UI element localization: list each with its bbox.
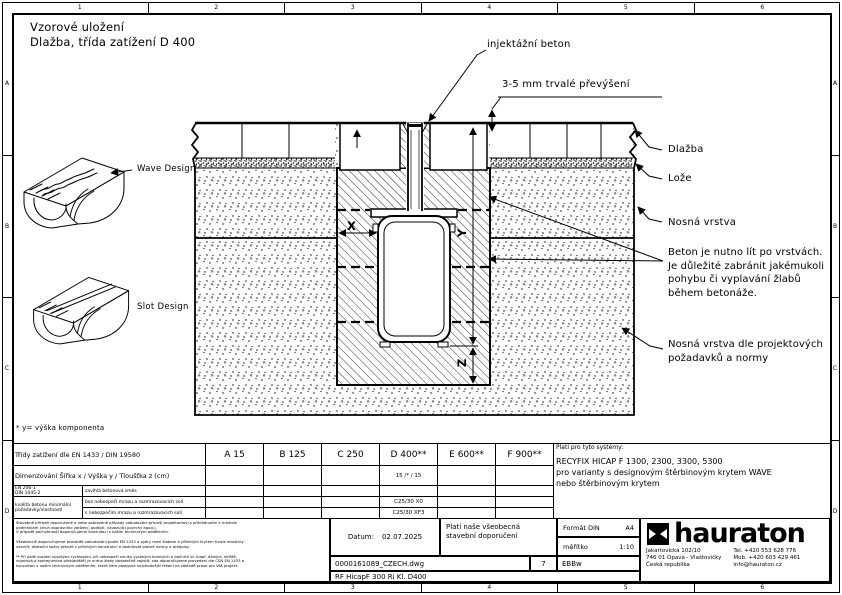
iso-slot-drawing — [34, 277, 129, 344]
slot-design-label: Slot Design — [137, 302, 189, 312]
table-cell — [322, 486, 380, 497]
table-cell — [496, 497, 554, 508]
table-cell — [496, 508, 554, 519]
ruler-row: B — [830, 156, 840, 299]
format-cell — [557, 518, 640, 537]
ruler-col: 2 — [149, 2, 286, 13]
load-class-row-label: Třídy zatížení dle EN 1433 / DIN 19580 — [13, 444, 206, 466]
table-cell — [206, 486, 264, 497]
table-cell — [438, 486, 496, 497]
company-logo-row — [646, 518, 824, 549]
ruler-col: 3 — [285, 582, 422, 593]
company-phone: Tel. +420 553 628 776 Mob. +420 603 429 461 info@hauraton.cz — [733, 548, 801, 568]
y-footnote: * y= výška komponenta — [16, 424, 105, 432]
brand-name: hauraton — [674, 518, 805, 549]
format-value: A4 — [625, 523, 634, 532]
table-cell — [206, 508, 264, 519]
ruler-col: 4 — [422, 582, 559, 593]
table-cell — [496, 466, 554, 486]
class-d400: D 400** — [380, 444, 438, 466]
ruler-col: 2 — [149, 582, 286, 593]
table-cell — [438, 466, 496, 486]
dimension-y-label: Y — [455, 228, 470, 238]
class-e600: E 600** — [438, 444, 496, 466]
page-title-line2: Dlažba, třída zatížení D 400 — [30, 35, 196, 49]
date-value: 02.07.2025 — [381, 533, 423, 541]
dimension-z-label: Z — [455, 358, 470, 368]
table-cell — [322, 466, 380, 486]
dim-value-d400: 15 /* / 15 — [380, 466, 438, 486]
table-cell — [438, 497, 496, 508]
scale-value: 1:10 — [619, 542, 634, 551]
concrete-pour-note: Beton je nutno lít po vrstvách. Je důležité zabránit jakémukoli pohybu či vyplavání žlabů během betonáže. — [668, 247, 825, 299]
ruler-col: 6 — [760, 4, 765, 11]
ruler-col: 5 — [558, 2, 695, 13]
disclaimer-2: Všeobecně doporučujeme provádět zabudování podle EN 1433 a spáry mezi žlabem a přilehlým krytem trvale elasticky uzavřít; dilatační spáry převzít z přilehlých konstrukcí a dodržovat platné normy a předpisy. — [16, 539, 244, 549]
table-cell — [496, 486, 554, 497]
concrete-x0-value: C25/30 X0 — [380, 497, 438, 508]
scale-label: měřítko — [563, 542, 588, 551]
base-layer-label: Nosná vrstva — [668, 217, 737, 228]
class-c250: C 250 — [322, 444, 380, 466]
wave-design-label: Wave Design — [137, 164, 196, 174]
ruler-col: 1 — [12, 582, 149, 593]
disclaimer-3: ** Při jízdě vozidel vysokými rychlostmi, při nebezpečí vzniku vysokých brzdných a bočních sil (např. dálnice, letiště, vojenská a kontejnerová překladiště) je nutno žlaby dodatečně zajistit; zde doporučujeme provedení dle ČSN EN 1433 a konzultaci s naším technickým oddělením, které Vám poskytne nejvhodnější řešení na základě praxe pro Váš projekt. — [16, 553, 245, 568]
table-cell — [322, 497, 380, 508]
page-title — [30, 20, 195, 50]
injection-concrete-label: injektážní beton — [487, 39, 571, 50]
no-frost-label: bez nebezpečí mrazu a rozmrazovacích solí — [83, 497, 206, 508]
dimensioning-row-label: Dimenzování Šířka x / Výška y / Tloušťka z (cm) — [13, 466, 206, 486]
recommendation-cell: Platí naše všeobecná stavební doporučení — [440, 518, 557, 556]
hauraton-logo-icon — [646, 522, 670, 546]
disclaimer-1: Stavebně přiřadit doporučené a nebo zobrazené příklady zabudování přísluší projektantovi s přihlédnutím k místním podmínkám (druh dopravního zatížení, podloží, navazující povrchy apod.). V případě pochybností doporučujeme konzultaci s naším technickým oddělením. — [16, 520, 238, 535]
table-cell — [264, 508, 322, 519]
load-class-table — [12, 443, 831, 519]
concrete-xf3-value: C25/30 XF3 — [380, 508, 438, 519]
ruler-row: A — [2, 13, 12, 156]
ruler-row: B — [2, 156, 12, 299]
ruler-row: D — [4, 507, 10, 515]
date-cell — [330, 518, 440, 556]
author-cell: EBBw — [557, 556, 640, 571]
page-title-line1: Vzorové uložení — [30, 20, 125, 34]
ruler-row: A — [830, 13, 840, 156]
ruler-row: C — [2, 298, 12, 441]
table-cell — [322, 508, 380, 519]
sheet-number-cell: 7 — [530, 556, 557, 571]
date-label: Datum: — [347, 533, 374, 541]
ruler-col: 6 — [760, 584, 765, 591]
class-b125: B 125 — [264, 444, 322, 466]
systems-note: Platí pro tyto systémy: RECYFIX HICAP F 1300, 2300, 3300, 5300 pro varianty s designovým štěrbinovým krytem WAVE nebo štěrbinovým krytem — [554, 444, 831, 519]
frost-label: s nebezpečím mrazu a rozmrazovacích solí — [83, 508, 206, 519]
table-cell — [380, 486, 438, 497]
channel-body — [371, 209, 457, 347]
class-a15: A 15 — [206, 444, 264, 466]
table-cell — [438, 508, 496, 519]
table-cell — [264, 486, 322, 497]
company-cell — [640, 518, 830, 582]
iso-wave-drawing — [24, 158, 124, 228]
filename-cell: 0000161089_CZECH.dwg — [330, 556, 530, 571]
description-cell: RF HicapF 300 Ri Kl. D400 — [330, 571, 640, 582]
ruler-col: 4 — [422, 2, 559, 13]
company-contact-row — [646, 548, 824, 569]
table-cell — [264, 497, 322, 508]
pavement-label: Dlažba — [668, 144, 704, 155]
base2-label: Nosná vrstva dle projektových požadavků a normy — [668, 339, 823, 364]
ruler-col: 3 — [285, 2, 422, 13]
dimension-x-label: X — [347, 219, 356, 233]
format-label: Formát DIN — [563, 523, 600, 532]
ruler-col: 5 — [558, 582, 695, 593]
norm-cell: EN 206-1 DIN 1045-2 — [13, 486, 83, 497]
ruler-row: C — [830, 298, 840, 441]
class-f900: F 900** — [496, 444, 554, 466]
company-address: Jakartovická 102/10 746 01 Opava - Vlaštovičky Česká republika — [646, 548, 722, 568]
moist-mix-label: zavlhlá betonová směs — [83, 486, 206, 497]
bedding-label: Lože — [668, 173, 692, 184]
ruler-row: D — [832, 507, 838, 515]
ruler-col: 1 — [12, 2, 149, 13]
slot-throat — [403, 123, 427, 211]
camber-label: 3-5 mm trvalé převýšení — [502, 79, 630, 90]
scale-cell — [557, 537, 640, 556]
table-cell — [206, 466, 264, 486]
table-cell — [264, 466, 322, 486]
concrete-quality-cell: kvalita betonu minimální požadavky/vlastnosti — [13, 497, 83, 519]
table-cell — [206, 497, 264, 508]
disclaimer-notes — [12, 518, 330, 582]
